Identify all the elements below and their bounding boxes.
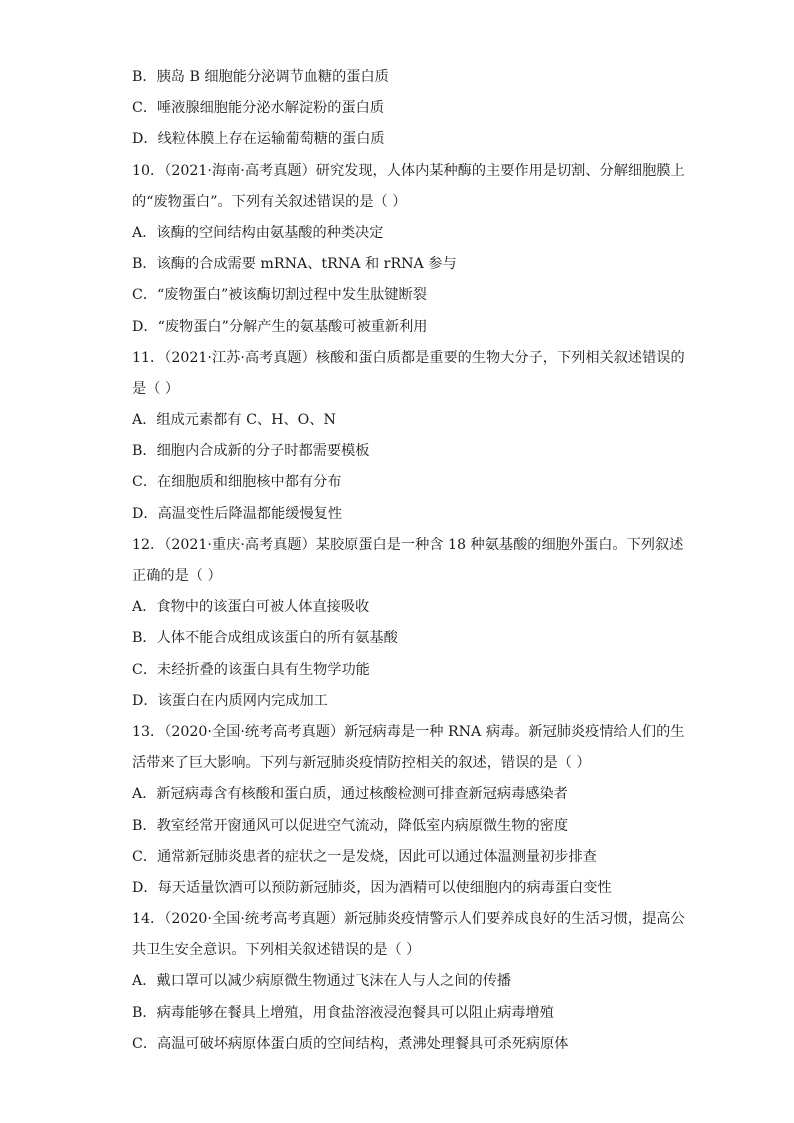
question-14: [132, 904, 699, 1060]
question-stem: 10．（2021·海南·高考真题）研究发现，人体内某种酶的主要作用是切割、分解细胞膜上: [132, 162, 685, 179]
option-d: D．“废物蛋白”分解产生的氨基酸可被重新利用: [132, 318, 428, 335]
question-stem: 13．（2020·全国·统考高考真题）新冠病毒是一种 RNA 病毒。新冠肺炎疫情给人们的生: [132, 723, 685, 740]
option-b: B．该酶的合成需要 mRNA、tRNA 和 rRNA 参与: [132, 256, 457, 273]
question-stem: 11．（2021·江苏·高考真题）核酸和蛋白质都是重要的生物大分子，下列相关叙述错误的: [132, 349, 685, 366]
question-12: [132, 530, 699, 717]
option-c: C．高温可破坏病原体蛋白质的空间结构，煮沸处理餐具可杀死病原体: [132, 1035, 569, 1052]
question-10: [132, 156, 699, 343]
question-stem-continued: 的“废物蛋白”。下列有关叙述错误的是（ ）: [132, 193, 407, 210]
question-stem-continued: 活带来了巨大影响。下列与新冠肺炎疫情防控相关的叙述，错误的是（ ）: [132, 755, 591, 772]
option-a: A．新冠病毒含有核酸和蛋白质，通过核酸检测可排查新冠病毒感染者: [132, 786, 568, 803]
option-a: A．戴口罩可以减少病原微生物通过飞沫在人与人之间的传播: [132, 973, 512, 990]
question-stem-continued: 是（ ）: [132, 380, 180, 397]
option-c: C．唾液腺细胞能分泌水解淀粉的蛋白质: [132, 100, 385, 117]
option-c: C．未经折叠的该蛋白具有生物学功能: [132, 661, 370, 678]
question-stem: 12．（2021·重庆·高考真题）某胶原蛋白是一种含 18 种氨基酸的细胞外蛋白。下列叙述: [132, 536, 684, 553]
option-c: C．“废物蛋白”被该酶切割过程中发生肽键断裂: [132, 287, 427, 304]
option-a: A．该酶的空间结构由氨基酸的种类决定: [132, 224, 384, 241]
question-9-options: [132, 62, 699, 156]
option-c: C．在细胞质和细胞核中都有分布: [132, 474, 342, 491]
question-stem-continued: 共卫生安全意识。下列相关叙述错误的是（ ）: [132, 942, 421, 959]
option-b: B．细胞内合成新的分子时都需要模板: [132, 443, 370, 460]
option-d: D．线粒体膜上存在运输葡萄糖的蛋白质: [132, 131, 385, 148]
question-13: [132, 717, 699, 904]
option-c: C．通常新冠肺炎患者的症状之一是发烧，因此可以通过体温测量初步排查: [132, 848, 597, 865]
option-b: B．病毒能够在餐具上增殖，用食盐溶液浸泡餐具可以阻止病毒增殖: [132, 1004, 554, 1021]
question-stem: 14．（2020·全国·统考高考真题）新冠肺炎疫情警示人们要养成良好的生活习惯，提高公: [132, 911, 685, 928]
option-d: D．每天适量饮酒可以预防新冠肺炎，因为酒精可以使细胞内的病毒蛋白变性: [132, 879, 612, 896]
question-11: [132, 343, 699, 530]
question-stem-continued: 正确的是（ ）: [132, 568, 222, 584]
option-d: D．该蛋白在内质网内完成加工: [132, 692, 328, 709]
option-a: A．组成元素都有 C、H、O、N: [132, 412, 336, 429]
option-b: B．胰岛 B 细胞能分泌调节血糖的蛋白质: [132, 69, 389, 85]
option-a: A．食物中的该蛋白可被人体直接吸收: [132, 599, 370, 616]
option-d: D．高温变性后降温都能缓慢复性: [132, 505, 343, 522]
option-b: B．人体不能合成组成该蛋白的所有氨基酸: [132, 630, 398, 647]
option-b: B．教室经常开窗通风可以促进空气流动，降低室内病原微生物的密度: [132, 817, 569, 834]
